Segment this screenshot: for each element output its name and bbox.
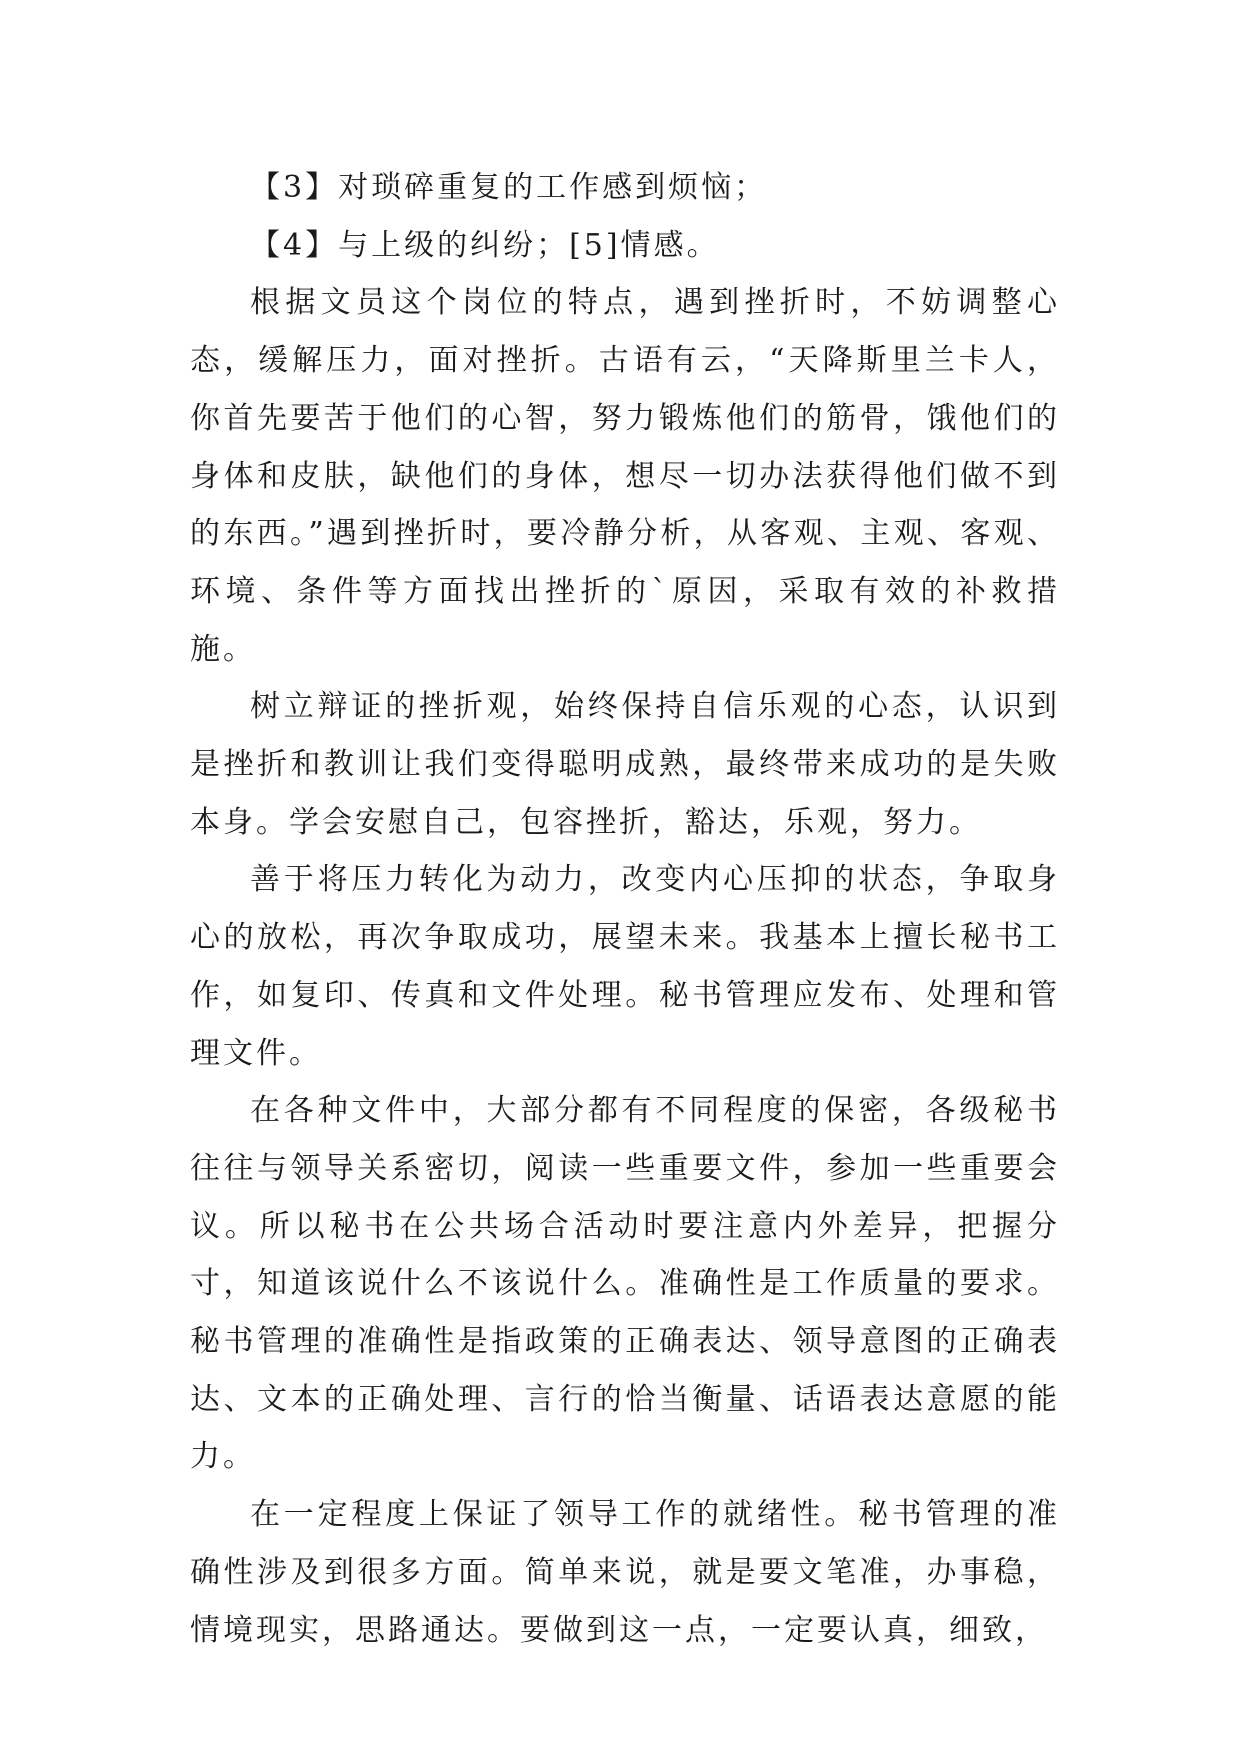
paragraph-confidentiality: 在各种文件中，大部分都有不同程度的保密，各级秘书往往与领导关系密切，阅读一些重要文件，参加一些重要会议。所以秘书在公共场合活动时要注意内外差异，把握分寸，知道该说什么不该说什么。准确性是工作质量的要求。秘书管理的准确性是指政策的正确表达、领导意图的正确表达、文本的正确处理、言行的恰当衡量、话语表达意愿的能力。: [190, 1093, 1060, 1475]
document-body: [190, 159, 1060, 1659]
paragraph-accuracy: 在一定程度上保证了领导工作的就绪性。秘书管理的准确性涉及到很多方面。简单来说，就是要文笔准，办事稳，情境现实，思路通达。要做到这一点，一定要认真，细致，: [190, 1497, 1060, 1648]
paragraph-item-4-5-list: 【4】与上级的纠纷；[5]情感。: [250, 227, 720, 263]
paragraph-dialectical-view: 树立辩证的挫折观，始终保持自信乐观的心态，认识到是挫折和教训让我们变得聪明成熟，最终带来成功的是失败本身。学会安慰自己，包容挫折，豁达，乐观，努力。: [190, 689, 1060, 840]
paragraph-pressure-to-motivation: 善于将压力转化为动力，改变内心压抑的状态，争取身心的放松，再次争取成功，展望未来。我基本上擅长秘书工作，如复印、传真和文件处理。秘书管理应发布、处理和管理文件。: [190, 862, 1060, 1071]
paragraph-item-3-list: 【3】对琐碎重复的工作感到烦恼；: [250, 170, 768, 205]
paragraph-setbacks: 根据文员这个岗位的特点，遇到挫折时，不妨调整心态，缓解压力，面对挫折。古语有云，“天降斯里兰卡人，你首先要苦于他们的心智，努力锻炼他们的筋骨，饿他们的身体和皮肤，缺他们的身体，想尽一切办法获得他们做不到的东西。”遇到挫折时，要冷静分析，从客观、主观、客观、环境、条件等方面找出挫折的`原因，采取有效的补救措施。: [190, 285, 1060, 667]
